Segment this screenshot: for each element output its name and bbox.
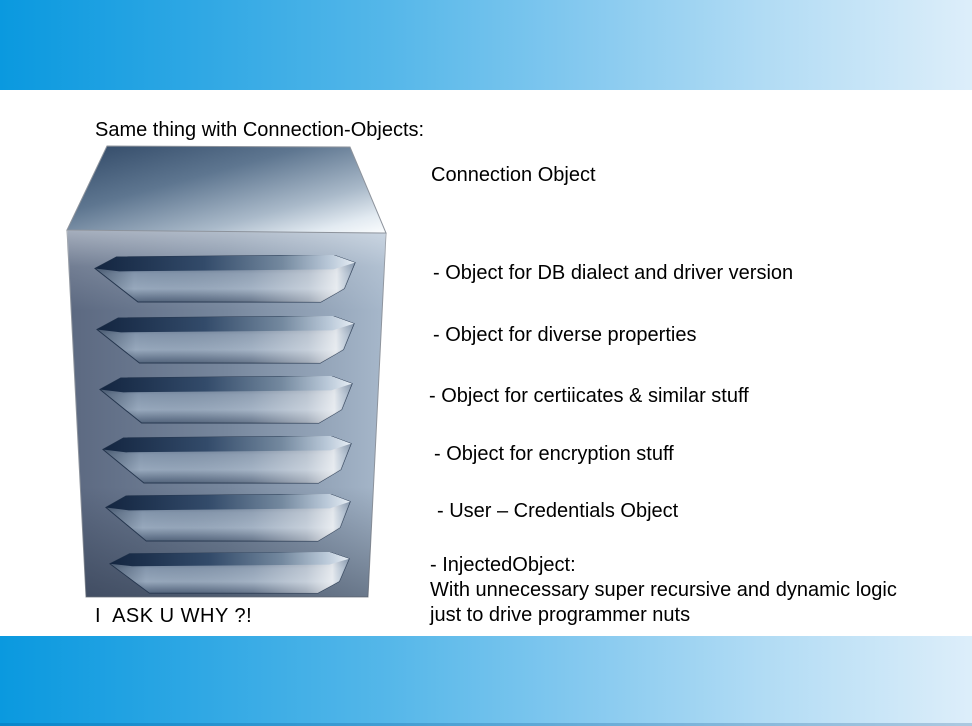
- injected-object-line1: - InjectedObject:: [430, 554, 576, 576]
- ask-why-caption: I ASK U WHY ?!: [95, 605, 253, 627]
- injected-object-line2: With unnecessary super recursive and dynamic logic: [430, 579, 897, 601]
- server-vent-4: [103, 436, 351, 483]
- server-tower-graphic: [60, 142, 390, 604]
- injected-object-block: [430, 553, 897, 628]
- top-banner-band: [0, 0, 972, 90]
- server-vent-2: [97, 316, 354, 363]
- bottom-banner-band: [0, 636, 972, 726]
- injected-object-line3: just to drive programmer nuts: [430, 604, 691, 626]
- server-top-face: [67, 146, 386, 233]
- bullet-certificates: - Object for certiicates & similar stuff: [429, 385, 749, 407]
- server-vent-5: [106, 494, 350, 541]
- bullet-encryption: - Object for encryption stuff: [434, 443, 674, 465]
- connection-object-heading: Connection Object: [431, 164, 596, 186]
- bullet-db-dialect: - Object for DB dialect and driver version: [433, 262, 794, 284]
- slide-title: Same thing with Connection-Objects:: [95, 119, 425, 141]
- bullet-user-credentials: - User – Credentials Object: [437, 500, 679, 522]
- server-vent-1: [95, 255, 355, 302]
- server-vent-3: [100, 376, 352, 423]
- server-vent-6: [110, 552, 349, 593]
- bullet-diverse-properties: - Object for diverse properties: [433, 324, 697, 346]
